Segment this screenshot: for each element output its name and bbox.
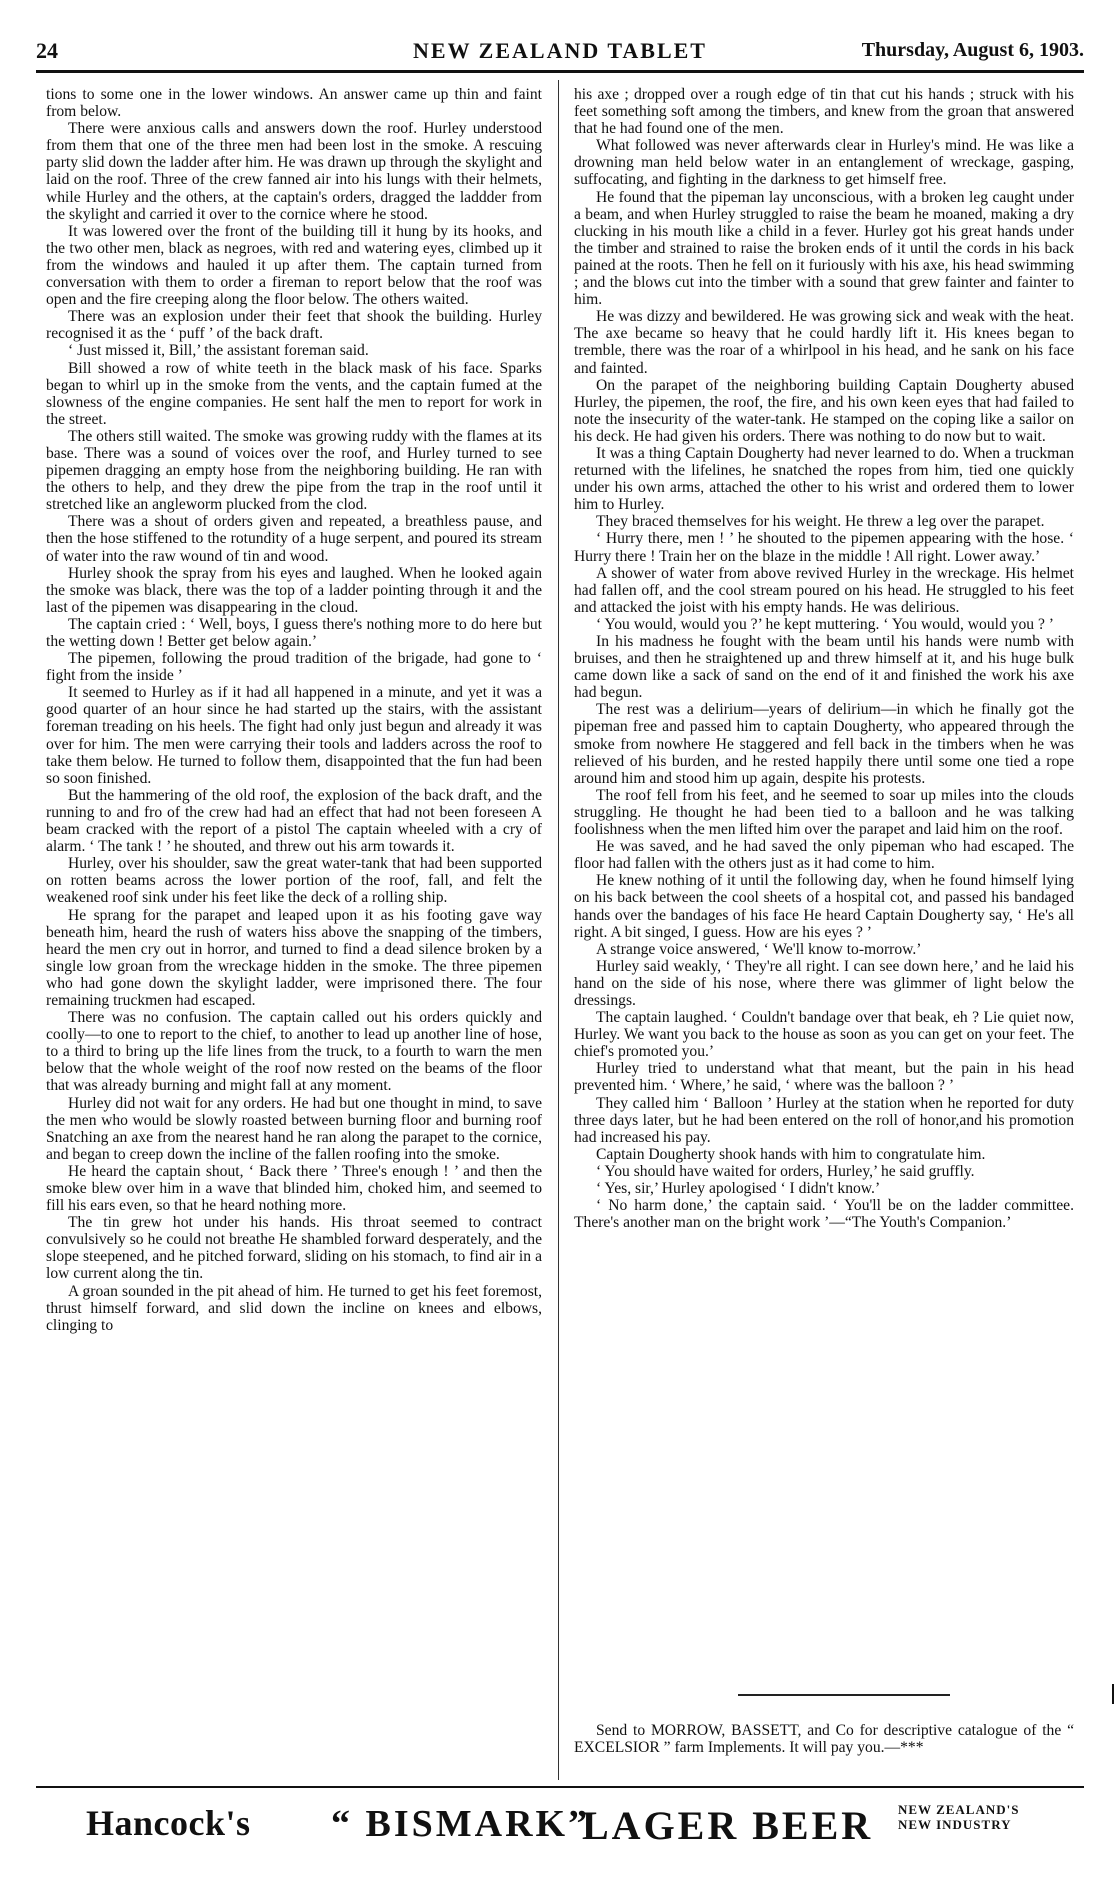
- tagline-line2: NEW INDUSTRY: [898, 1817, 1012, 1832]
- paragraph: The captain laughed. ‘ Couldn't bandage over that beak, eh ? Lie quiet now, Hurley. We want you back to the house as soon as you can get on your feet. The chief's promoted you.’: [574, 1009, 1074, 1061]
- paragraph: Hurley shook the spray from his eyes and laughed. When he looked again the smoke was black, there was the top of a ladder pointing through it and the last of the pipemen was disappearing in the cloud.: [46, 564, 542, 616]
- paragraph: ‘ Hurry there, men ! ’ he shouted to the pipemen appearing with the hose. ‘ Hurry there ! Train her on the blaze in the middle ! All right. Lower away.’: [574, 530, 1074, 565]
- paragraph: He sprang for the parapet and leaped upon it as his footing gave way beneath him, heard the rush of waters hiss above the snapping of the timbers, heard the men cry out in horror, and turned to find a dead silence broken by a single low groan from the wreckage hidden in the smoke. The three pipemen who had gone down the skylight ladder, were imprisoned there. The four remaining truckmen had escaped.: [46, 906, 542, 1009]
- paragraph: Hurley did not wait for any orders. He had but one thought in mind, to save the men who would be slowly roasted between burning floor and burning roof Snatching an axe from the nearest hand he ran along the parapet to the cornice, and began to creep down the incline of the fallen roofing into the smoke.: [46, 1094, 542, 1163]
- paragraph: It seemed to Hurley as if it had all happened in a minute, and yet it was a good quarter of an hour since he had started up the stairs, with the assistant foreman treading on his heels. The fight had only just begun and already it was over for him. The men were carrying their tools and ladders across the roof to take them below. He turned to follow them, disappointed that the fun had been so soon finished.: [46, 684, 542, 787]
- paragraph: He knew nothing of it until the following day, when he found himself lying on his back between the cool sheets of a hospital cot, and passed his bandaged hands over the bandages of his face He heard Captain Dougherty say, ‘ He's all right. A bit singed, I guess. How are his eyes ? ’: [574, 872, 1074, 941]
- paragraph: There was a shout of orders given and repeated, a breathless pause, and then the hose stiffened to the rotundity of a huge serpent, and poured its stream of water into the raw wound of tin and wood.: [46, 513, 542, 565]
- paragraph: ‘ You would, would you ?’ he kept muttering. ‘ You would, would you ? ’: [596, 615, 1054, 633]
- paragraph: his axe ; dropped over a rough edge of tin that cut his hands ; struck with his feet something soft among the timbers, and knew from the groan that answered that he had found one of the men.: [574, 86, 1074, 138]
- right-column: [574, 86, 1074, 1641]
- paragraph: But the hammering of the old roof, the explosion of the back draft, and the running to and fro of the crew had had an effect that had not been foreseen A beam cracked with the report of a pistol The captain wheeled with a cry of alarm. ‘ The tank ! ’ he shouted, and threw out his arm towards it.: [46, 786, 542, 856]
- paragraph: Hurley tried to understand what that meant, but the pain in his head prevented him. ‘ Where,’ he said, ‘ where was the balloon ? ’: [574, 1060, 1074, 1095]
- paragraph: A groan sounded in the pit ahead of him. He turned to get his feet foremost, thrust himself forward, and slid down the incline on knees and elbows, clinging to: [46, 1282, 542, 1334]
- paragraph: ‘ No harm done,’ the captain said. ‘ You'll be on the ladder committee. There's another man on the bright work ’—“The Youth's Companion.’: [574, 1197, 1074, 1232]
- paragraph: ‘ Just missed it, Bill,’ the assistant foreman said.: [68, 342, 369, 360]
- paragraph: A shower of water from above revived Hurley in the wreckage. His helmet had fallen off, and the cool stream poured on his head. He struggled to his feet and attacked the joist with his empty hands. He was delirious.: [574, 564, 1074, 616]
- catalogue-notice: [574, 1722, 1074, 1756]
- paragraph: ‘ Yes, sir,’ Hurley apologised ‘ I didn't know.’: [596, 1180, 881, 1197]
- paragraph: There was an explosion under their feet that shook the building. Hurley recognised it as the ‘ puff ’ of the back draft.: [46, 308, 542, 343]
- paragraph: He was saved, and he had saved the only pipeman who had escaped. The floor had fallen with the others just as it had come to him.: [574, 838, 1074, 873]
- advert-beer: LAGER BEER: [582, 1803, 874, 1848]
- paragraph: The tin grew hot under his hands. His throat seemed to contract convulsively so he could not breathe He shambled forward desperately, and the slope steepened, and he pitched forward, sliding on his stomach, to find air in a low current along the tin.: [46, 1214, 542, 1283]
- paragraph: There was no confusion. The captain called out his orders quickly and coolly—to one to report to the chief, to another to lead up another line of hose, to a third to bring up the life lines from the truck, to a fourth to warn the men below that the whole weight of the roof now rested on the beams of the floor that was already burning and might fall at any moment.: [46, 1009, 542, 1095]
- left-column: [46, 86, 542, 1776]
- page-number: 24: [36, 38, 58, 63]
- paragraph: The captain cried : ‘ Well, boys, I guess there's nothing more to do here but the wetting down ! Better get below again.’: [46, 615, 542, 650]
- paragraph: It was lowered over the front of the building till it hung by its hooks, and the two other men, black as negroes, with red and watering eyes, climbed up it from the windows and hauled it up after them. The captain turned from conversation with them to order a fireman to report below that the roof was open and the fire creeping along the floor below. The others waited.: [46, 222, 542, 309]
- beer-advertisement: [86, 1796, 1086, 1852]
- paragraph: A strange voice answered, ‘ We'll know to-morrow.’: [596, 940, 922, 958]
- paragraph: Hurley said weakly, ‘ They're all right. I can see down here,’ and he laid his hand on the side of his nose, where there was glimmer of light below the dressings.: [574, 957, 1074, 1009]
- paragraph: The others still waited. The smoke was growing ruddy with the flames at its base. There was a sound of voices over the roof, and Hurley turned to see pipemen dragging an empty hose from the neighboring building. He ran with the others to help, and they drew the pipe from the trap in the roof until it stretched like an angleworm plucked from the clod.: [46, 427, 542, 514]
- paragraph: He was dizzy and bewildered. He was growing sick and weak with the heat. The axe became so heavy that he could hardly lift it. His knees began to tremble, there was the roar of a whirlpool in his head, and he sank on his face and fainted.: [574, 308, 1074, 377]
- advert-rule: [36, 1786, 1084, 1788]
- paragraph: The rest was a delirium—years of delirium—in which he finally got the pipeman free and passed him to captain Dougherty, who appeared through the smoke from nowhere He staggered and fell back in the timbers when he was relieved of his burden, and he rested happily there until some one tied a rope around him and stood him up again, despite his protests.: [574, 701, 1074, 787]
- publication-title: NEW ZEALAND TABLET: [413, 38, 707, 63]
- paragraph: He heard the captain shout, ‘ Back there ’ Three's enough ! ’ and then the smoke blew over him in a wave that blinded him, choked him, and seemed to fill his ears even, so that he heard nothing more.: [46, 1162, 542, 1215]
- page-header: [36, 36, 1084, 73]
- advert-product: “ BISMARK”: [331, 1803, 591, 1845]
- paragraph: He found that the pipeman lay unconscious, with a broken leg caught under a beam, and when Hurley struggled to raise the beam he moaned, making a dry clucking in his mouth like a child in a fever. Hurley got his great hands under the timber and strained to raise the broken ends of it until the cords in his back pained at the roots. Then he fell on it furiously with his axe, his head swimming ; and the blows cut into the timber with a sound that grew fainter and fainter to him.: [574, 188, 1074, 309]
- issue-date: Thursday, August 6, 1903.: [861, 39, 1084, 61]
- paragraph: On the parapet of the neighboring building Captain Dougherty abused Hurley, the pipemen, the roof, the fire, and his own keen eyes that had failed to note the insecurity of the water-tank. He stamped on the coping like a sailor on his deck. He had given his orders. There was nothing to do now but to wait.: [574, 376, 1074, 445]
- advert-brand: Hancock's: [86, 1803, 251, 1843]
- paragraph: They braced themselves for his weight. He threw a leg over the parapet.: [596, 513, 1045, 531]
- paragraph: tions to some one in the lower windows. An answer came up thin and faint from below.: [46, 86, 542, 121]
- paragraph: It was a thing Captain Dougherty had never learned to do. When a truckman returned with the lifelines, he snatched the ropes from him, tied one quickly under his own arms, attached the other to his wrist and ordered them to lower him to Hurley.: [574, 444, 1074, 514]
- tagline-line1: NEW ZEALAND'S: [898, 1802, 1020, 1817]
- paragraph: There were anxious calls and answers down the roof. Hurley understood from them that one of the three men had been lost in the smoke. A rescuing party slid down the ladder after him. He was drawn up through the skylight and laid on the roof. Three of the crew fanned air into his lungs with their helmets, while Hurley and the others, at the captain's orders, dragged the laddder from the skylight and carried it over to the cornice where he stood.: [46, 120, 542, 223]
- paragraph: Bill showed a row of white teeth in the black mask of his face. Sparks began to whirl up in the smoke from the vents, and the captain fumed at the slowness of the engine companies. He sent half the men to report for work in the street.: [46, 359, 542, 428]
- column-rule: [558, 80, 559, 1780]
- paragraph: The pipemen, following the proud tradition of the brigade, had gone to ‘ fight from the inside ’: [46, 650, 542, 685]
- paragraph: Captain Dougherty shook hands with him to congratulate him.: [596, 1145, 986, 1163]
- paragraph: They called him ‘ Balloon ’ Hurley at the station when he reported for duty three days later, but he had been entered on the roll of honor,and his promotion had increased his pay.: [574, 1094, 1074, 1146]
- advert-tagline: [898, 1802, 1019, 1832]
- paragraph: What followed was never afterwards clear in Hurley's mind. He was like a drowning man held below water in an entanglement of wreckage, gasping, suffocating, and fighting in the darkness to get himself free.: [574, 137, 1074, 189]
- notice-text: Send to MORROW, BASSETT, and Co for descriptive catalogue of the “ EXCELSIOR ” farm Implements. It will pay you.—***: [574, 1722, 1074, 1757]
- paragraph: Hurley, over his shoulder, saw the great water-tank that had been supported on rotten beams across the lower portion of the roof, fall, and felt the weakened roof sink under his feet like the deck of a rolling ship.: [46, 855, 542, 907]
- paragraph: In his madness he fought with the beam until his hands were numb with bruises, and then he straightened up and threw himself at it, and his huge bulk came down like a sack of sand on the end of it and finished the work his axe had begun.: [574, 633, 1074, 702]
- paragraph: The roof fell from his feet, and he seemed to soar up miles into the clouds struggling. He thought he had been tied to a balloon and he was talking foolishness when the men lifted him over the parapet and laid him on the roof.: [574, 786, 1074, 839]
- paragraph: ‘ You should have waited for orders, Hurley,’ he said gruffly.: [596, 1162, 975, 1180]
- story-separator: [738, 1694, 950, 1696]
